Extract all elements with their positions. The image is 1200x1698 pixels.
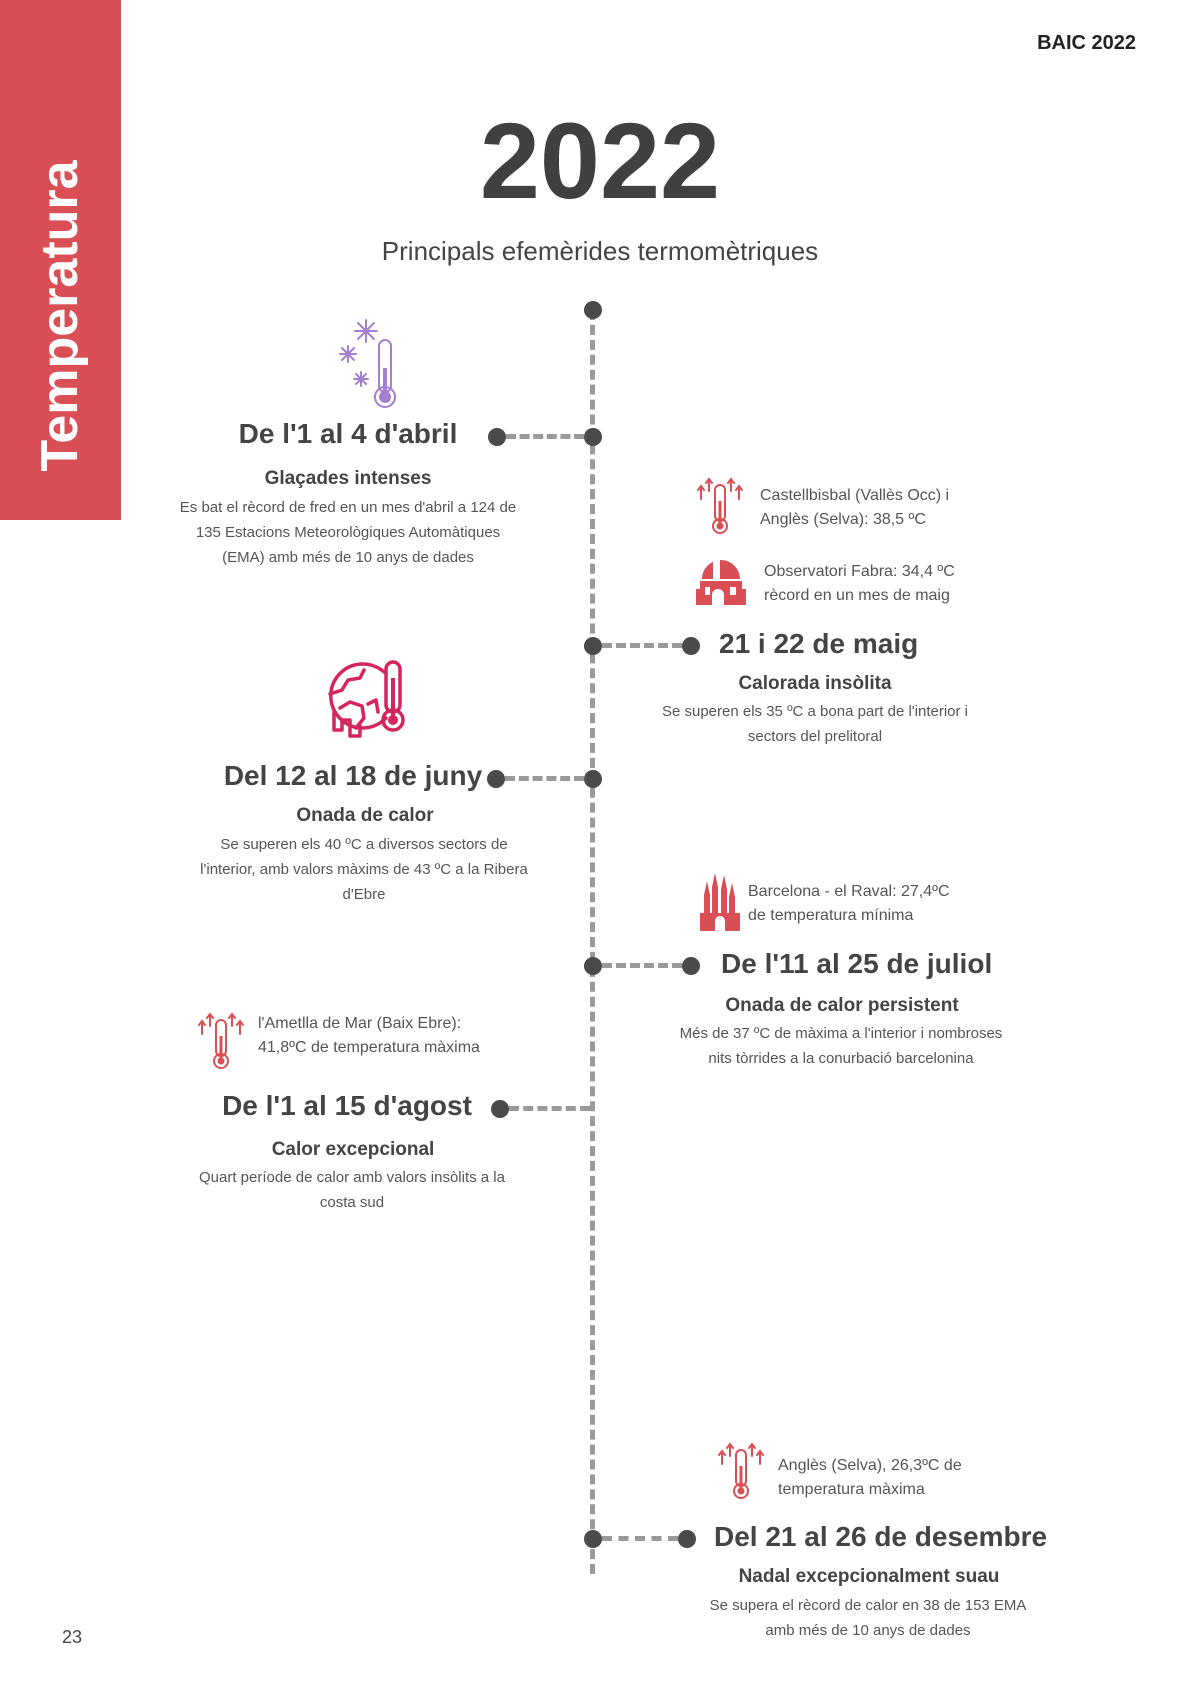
timeline-dot: [584, 770, 602, 788]
event-title: Glaçades intenses: [264, 468, 432, 489]
event-note: Anglès (Selva), 26,3ºC de temperatura màxima: [778, 1457, 962, 1498]
event-note: Barcelona - el Raval: 27,4ºC de temperatura mínima: [748, 883, 950, 924]
section-label: Temperatura: [31, 160, 89, 472]
hot-thermometer-icon: [716, 1442, 766, 1500]
event-marker-dot: [487, 770, 505, 788]
event-date: 21 i 22 de maig: [719, 628, 919, 659]
event-description: Se superen els 40 ºC a diversos sectors de l'interior, amb valors màxims de 43 ºC a la Ribera d'Ebre: [200, 836, 528, 903]
timeline-start-dot: [584, 301, 602, 319]
timeline-dot: [584, 428, 602, 446]
event-connector: [509, 1106, 590, 1111]
event-description: Es bat el rècord de fred en un mes d'abril a 124 de 135 Estacions Meteorològiques Automàtiques (EMA) amb més de 10 anys de dades: [179, 499, 517, 566]
event-marker-dot: [488, 428, 506, 446]
event-date: Del 21 al 26 de desembre: [714, 1521, 1048, 1552]
event-description: Se superen els 35 ºC a bona part de l'interior i sectors del prelitoral: [661, 703, 969, 745]
event-connector: [602, 1536, 678, 1541]
event-connector: [506, 434, 584, 439]
event-marker-dot: [682, 957, 700, 975]
page-subtitle: Principals efemèrides termomètriques: [381, 236, 819, 266]
event-date: De l'11 al 25 de juliol: [721, 948, 993, 979]
event-note: Observatori Fabra: 34,4 ºC rècord en un mes de maig: [764, 563, 955, 604]
event-note: Castellbisbal (Vallès Occ) i Anglès (Selva): 38,5 ºC: [760, 487, 950, 528]
event-connector: [505, 776, 584, 781]
hot-thermometer-icon: [196, 1012, 246, 1070]
event-note: l'Ametlla de Mar (Baix Ebre): 41,8ºC de temperatura màxima: [258, 1015, 480, 1056]
melting-globe-icon: [320, 650, 416, 746]
event-marker-dot: [682, 637, 700, 655]
event-date: De l'1 al 4 d'abril: [238, 418, 458, 449]
observatory-icon: [692, 551, 750, 609]
event-date: Del 12 al 18 de juny: [223, 760, 483, 791]
event-description: Quart període de calor amb valors insòlits a la costa sud: [199, 1169, 505, 1211]
timeline-dot: [584, 637, 602, 655]
timeline-dot: [584, 957, 602, 975]
event-title: Calor excepcional: [271, 1139, 435, 1160]
snow-thermometer-icon: [336, 316, 406, 412]
event-marker-dot: [678, 1530, 696, 1548]
event-title: Nadal excepcionalment suau: [738, 1566, 1000, 1587]
event-connector: [602, 963, 682, 968]
page-number: 23: [62, 1627, 83, 1647]
report-label: BAIC 2022: [1037, 32, 1136, 54]
event-title: Calorada insòlita: [738, 673, 892, 694]
timeline-line: [590, 310, 595, 1574]
event-connector: [602, 643, 682, 648]
event-title: Onada de calor: [296, 805, 434, 826]
event-description: Se supera el rècord de calor en 38 de 153 EMA amb més de 10 anys de dades: [709, 1597, 1027, 1639]
event-title: Onada de calor persistent: [725, 995, 959, 1016]
hot-thermometer-icon: [695, 477, 745, 535]
timeline-dot: [584, 1530, 602, 1548]
page-title: 2022: [479, 100, 721, 221]
sagrada-familia-icon: [700, 873, 740, 931]
event-date: De l'1 al 15 d'agost: [222, 1090, 472, 1121]
event-marker-dot: [491, 1100, 509, 1118]
event-description: Més de 37 ºC de màxima a l'interior i nombroses nits tòrrides a la conurbació barcelonina: [679, 1025, 1003, 1067]
